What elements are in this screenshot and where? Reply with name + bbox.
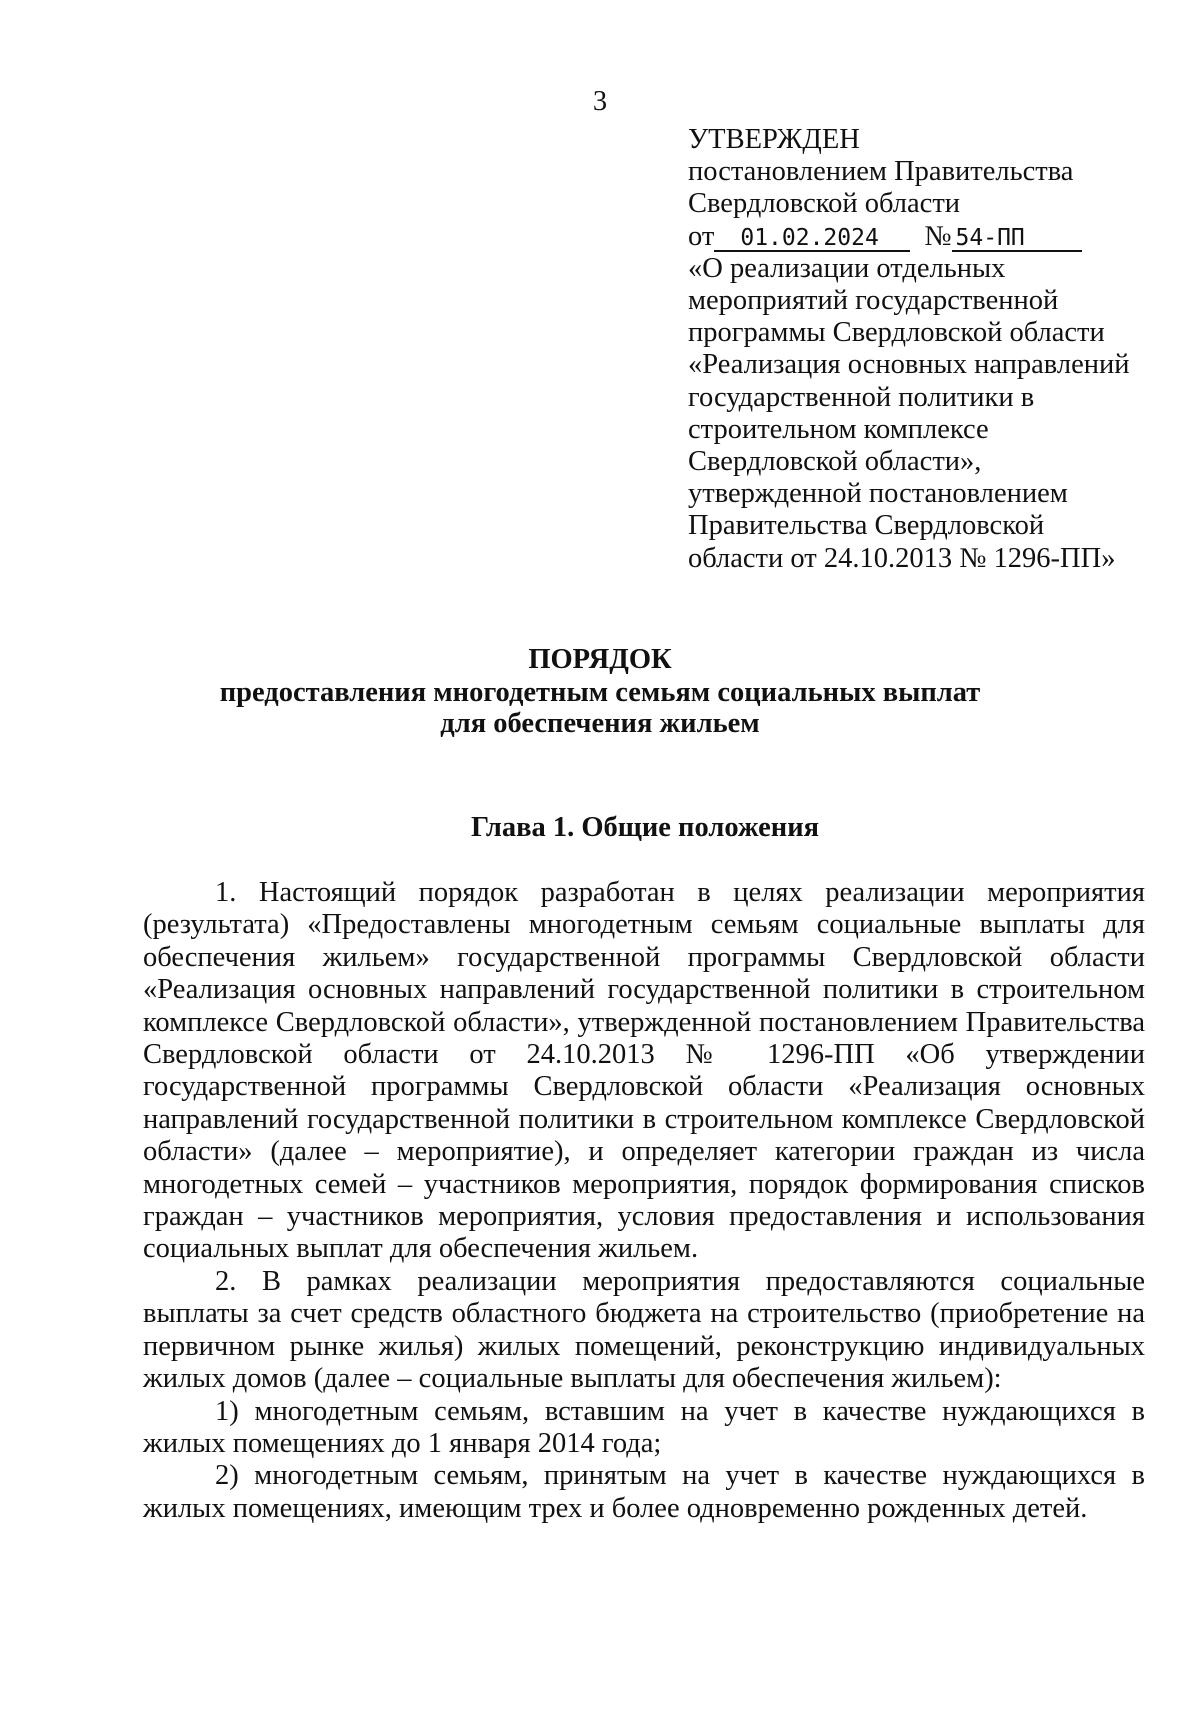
- approval-title-line: Правительства Свердловской: [688, 510, 1045, 542]
- approval-title-line: программы Свердловской области: [688, 317, 1105, 349]
- chapter-heading: Глава 1. Общие положения: [470, 812, 820, 843]
- approval-title-line: строительном комплексе: [688, 413, 989, 445]
- page-number: 3: [592, 86, 608, 117]
- approval-title-line: мероприятий государственной: [688, 285, 1059, 317]
- paragraph: 1. Настоящий порядок разработан в целях реализации мероприятия (результата) «Предоставлены многодетным семьям социальные выплаты для обеспечения жильем» государственной программы Свердловской области «Реализация основных направлений государственной политики в строительном комплексе Свердловской области», утвержденной постановлением Правительства Свердловской области от 24.10.2013 № 1296-ПП «Об утверждении государственной программы Свердловской области «Реализация основных направлений государственной политики в строительном комплексе Свердловской области» (далее – мероприятие), и определяет категории граждан из числа многодетных семей – участников мероприятия, порядок формирования списков граждан – участников мероприятия, условия предоставления и использования социальных выплат для обеспечения жильем.: [143, 877, 1145, 1265]
- paragraph: 2. В рамках реализации мероприятия предоставляются социальные выплаты за счет средств областного бюджета на строительство (приобретение на первичном рынке жилья) жилых помещений, реконструкцию индивидуальных жилых домов (далее – социальные выплаты для обеспечения жильем):: [143, 1265, 1145, 1395]
- document-title-subtitle: для обеспечения жильем: [440, 708, 760, 739]
- document-title-main: ПОРЯДОК: [528, 644, 672, 675]
- approval-stamp: [688, 124, 1188, 575]
- document-body: [143, 877, 1145, 1525]
- paragraph: 1) многодетным семьям, вставшим на учет в качестве нуждающихся в жилых помещениях до 1 января 2014 года;: [143, 1395, 1145, 1459]
- approval-number-field: 54-ПП: [952, 226, 1082, 252]
- approval-date-line: [688, 221, 1188, 253]
- approval-title-line: государственной политики в: [688, 381, 1035, 413]
- date-prefix: от: [688, 220, 715, 252]
- approval-title-line: утвержденной постановлением: [688, 478, 1068, 510]
- approval-line: Свердловской области: [688, 188, 961, 220]
- document-title: [0, 643, 1200, 739]
- approval-date-field: 01.02.2024: [714, 226, 910, 252]
- approval-title-line: области от 24.10.2013 № 1296-ПП»: [688, 542, 1116, 574]
- approval-heading: УТВЕРЖДЕН: [688, 124, 860, 155]
- approval-title-line: Свердловской области»,: [688, 446, 982, 478]
- approval-line: постановлением Правительства: [688, 156, 1074, 188]
- paragraph: 2) многодетным семьям, принятым на учет в качестве нуждающихся в жилых помещениях, имеющим трех и более одновременно рожденных детей.: [143, 1460, 1145, 1524]
- document-title-subtitle: предоставления многодетным семьям социальных выплат: [219, 677, 981, 708]
- approval-title-line: «Реализация основных направлений: [688, 349, 1130, 381]
- approval-title-line: «О реализации отдельных: [688, 252, 1006, 284]
- number-prefix: №: [924, 220, 952, 252]
